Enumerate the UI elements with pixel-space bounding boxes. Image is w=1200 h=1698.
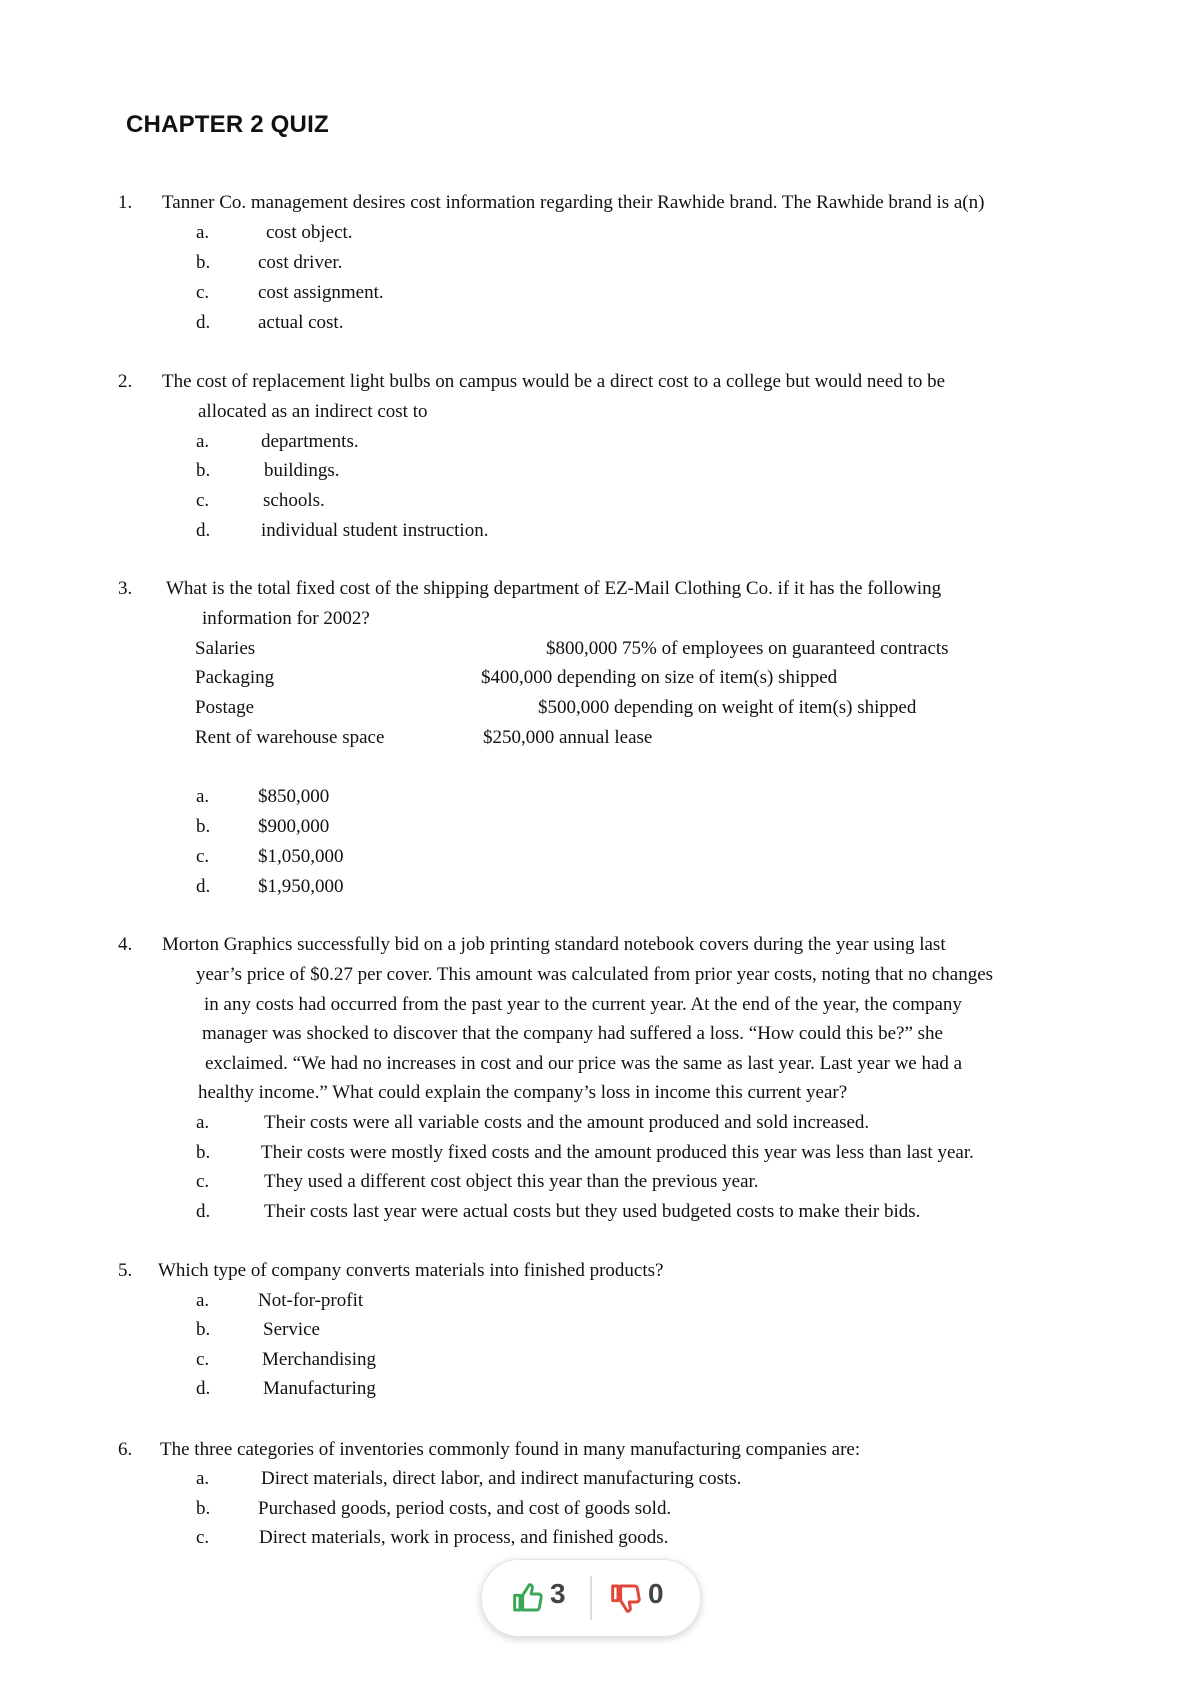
option-letter: d. (196, 520, 211, 541)
option-text: Their costs were all variable costs and the amount produced and sold increased. (264, 1112, 870, 1133)
option-text: Their costs were mostly fixed costs and the amount produced this year was less than last year. (261, 1142, 974, 1163)
question-text: The three categories of inventories commonly found in many manufacturing companies are: (160, 1439, 861, 1460)
thumbs-up-icon[interactable] (512, 1582, 544, 1614)
cost-item-detail: $500,000 depending on weight of item(s) shipped (538, 697, 917, 718)
vote-widget (481, 1559, 701, 1637)
vote-divider (590, 1576, 592, 1620)
question-text: What is the total fixed cost of the shipping department of EZ-Mail Clothing Co. if it has the following (166, 578, 942, 599)
option-text: cost assignment. (258, 282, 384, 303)
option-text: Their costs last year were actual costs but they used budgeted costs to make their bids. (264, 1201, 921, 1222)
thumbs-down-icon[interactable] (610, 1582, 642, 1614)
option-letter: b. (196, 252, 211, 273)
option-letter: c. (196, 282, 210, 303)
option-letter: a. (196, 1290, 210, 1311)
option-text: $1,050,000 (258, 846, 344, 867)
question-number: 2. (118, 371, 133, 392)
option-letter: c. (196, 490, 210, 511)
question-number: 5. (118, 1260, 133, 1281)
option-text: Direct materials, direct labor, and indirect manufacturing costs. (261, 1468, 742, 1489)
option-letter: d. (196, 876, 211, 897)
option-letter: d. (196, 1201, 211, 1222)
question-number: 3. (118, 578, 133, 599)
option-text: Not-for-profit (258, 1290, 364, 1311)
question-text-continued: manager was shocked to discover that the company had suffered a loss. “How could this be?” she (202, 1023, 943, 1044)
cost-item-label: Rent of warehouse space (195, 727, 385, 748)
cost-item-label: Postage (195, 697, 255, 718)
option-text: schools. (263, 490, 325, 511)
option-letter: a. (196, 431, 210, 452)
cost-item-label: Salaries (195, 638, 256, 659)
option-letter: b. (196, 460, 211, 481)
option-text: They used a different cost object this year than the previous year. (264, 1171, 759, 1192)
option-letter: b. (196, 816, 211, 837)
option-text: $1,950,000 (258, 876, 344, 897)
question-text: Morton Graphics successfully bid on a job printing standard notebook covers during the year using last (162, 934, 946, 955)
option-letter: c. (196, 846, 210, 867)
option-letter: c. (196, 1349, 210, 1370)
question-text: The cost of replacement light bulbs on campus would be a direct cost to a college but would need to be (162, 371, 945, 392)
option-text: Direct materials, work in process, and finished goods. (259, 1527, 669, 1548)
option-letter: b. (196, 1142, 211, 1163)
option-letter: b. (196, 1498, 211, 1519)
option-letter: a. (196, 1468, 210, 1489)
option-text: Merchandising (262, 1349, 376, 1370)
question-text: Tanner Co. management desires cost information regarding their Rawhide brand. The Rawhide brand is a(n) (162, 192, 985, 213)
question-text-continued: in any costs had occurred from the past year to the current year. At the end of the year, the company (204, 994, 962, 1015)
cost-item-label: Packaging (195, 667, 275, 688)
option-text: cost object. (266, 222, 353, 243)
question-number: 4. (118, 934, 133, 955)
option-letter: a. (196, 1112, 210, 1133)
option-text: Service (263, 1319, 320, 1340)
option-text: departments. (261, 431, 359, 452)
option-letter: c. (196, 1527, 210, 1548)
option-text: Manufacturing (263, 1378, 376, 1399)
option-text: buildings. (264, 460, 340, 481)
upvote-count: 3 (550, 1578, 566, 1609)
downvote-count: 0 (648, 1578, 664, 1609)
option-text: actual cost. (258, 312, 344, 333)
option-text: $900,000 (258, 816, 330, 837)
option-letter: d. (196, 1378, 211, 1399)
question-text-continued: exclaimed. “We had no increases in cost and our price was the same as last year. Last year we had a (205, 1053, 963, 1074)
option-text: $850,000 (258, 786, 330, 807)
question-text-continued: year’s price of $0.27 per cover. This amount was calculated from prior year costs, noting that no changes (196, 964, 994, 985)
question-number: 6. (118, 1439, 133, 1460)
cost-item-detail: $250,000 annual lease (483, 727, 653, 748)
cost-item-detail: $800,000 75% of employees on guaranteed contracts (546, 638, 949, 659)
option-text: individual student instruction. (261, 520, 489, 541)
question-text-continued: information for 2002? (202, 608, 370, 629)
cost-item-detail: $400,000 depending on size of item(s) shipped (481, 667, 838, 688)
question-text-continued: healthy income.” What could explain the company’s loss in income this current year? (198, 1082, 848, 1103)
option-letter: c. (196, 1171, 210, 1192)
option-text: Purchased goods, period costs, and cost of goods sold. (258, 1498, 672, 1519)
question-number: 1. (118, 192, 133, 213)
question-text: Which type of company converts materials into finished products? (158, 1260, 664, 1281)
option-letter: b. (196, 1319, 211, 1340)
question-text-continued: allocated as an indirect cost to (198, 401, 428, 422)
option-text: cost driver. (258, 252, 343, 273)
page-title: CHAPTER 2 QUIZ (126, 111, 329, 138)
option-letter: d. (196, 312, 211, 333)
option-letter: a. (196, 222, 210, 243)
option-letter: a. (196, 786, 210, 807)
